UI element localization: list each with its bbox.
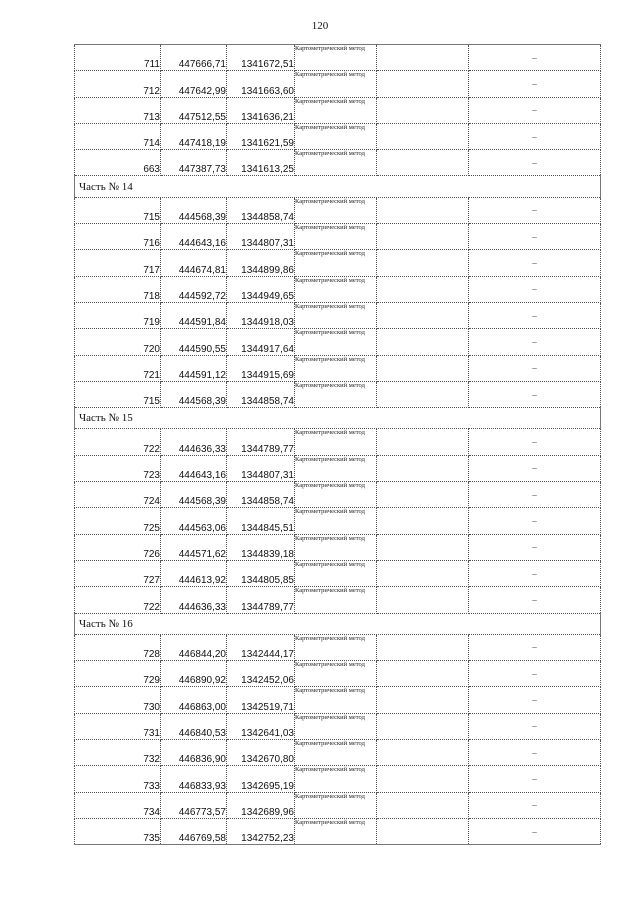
point-number: 715 <box>75 381 161 407</box>
accuracy-cell: – <box>469 740 601 766</box>
table-row <box>75 302 601 328</box>
section-header-row <box>75 613 601 634</box>
table-row <box>75 97 601 123</box>
accuracy-cell: – <box>469 329 601 355</box>
coordinate-x: 444568,39 <box>161 381 227 407</box>
coordinate-x: 447387,73 <box>161 150 227 176</box>
point-number: 725 <box>75 508 161 534</box>
coordinate-x: 446890,92 <box>161 661 227 687</box>
table-row <box>75 123 601 149</box>
method-cell: Картометрический метод <box>295 71 377 97</box>
empty-cell <box>377 302 469 328</box>
coordinate-x: 444563,06 <box>161 508 227 534</box>
table-row <box>75 482 601 508</box>
accuracy-cell: – <box>469 224 601 250</box>
table-row <box>75 197 601 223</box>
empty-cell <box>377 766 469 792</box>
coordinate-y: 1344949,65 <box>227 276 295 302</box>
point-number: 731 <box>75 713 161 739</box>
point-number: 724 <box>75 482 161 508</box>
method-cell: Картометрический метод <box>295 740 377 766</box>
table-row <box>75 45 601 71</box>
method-cell: Картометрический метод <box>295 123 377 149</box>
accuracy-cell: – <box>469 45 601 71</box>
coordinate-x: 444591,12 <box>161 355 227 381</box>
coordinate-y: 1344839,18 <box>227 534 295 560</box>
coordinate-x: 444591,84 <box>161 302 227 328</box>
coordinate-x: 444590,55 <box>161 329 227 355</box>
point-number: 734 <box>75 792 161 818</box>
table-row <box>75 71 601 97</box>
method-cell: Картометрический метод <box>295 661 377 687</box>
empty-cell <box>377 482 469 508</box>
method-cell: Картометрический метод <box>295 302 377 328</box>
coordinate-y: 1344845,51 <box>227 508 295 534</box>
coordinate-y: 1344858,74 <box>227 482 295 508</box>
section-header-row <box>75 408 601 429</box>
coordinate-x: 447512,55 <box>161 97 227 123</box>
table-row <box>75 534 601 560</box>
point-number: 717 <box>75 250 161 276</box>
coordinate-y: 1344917,64 <box>227 329 295 355</box>
coordinate-x: 446840,53 <box>161 713 227 739</box>
empty-cell <box>377 71 469 97</box>
method-cell: Картометрический метод <box>295 250 377 276</box>
accuracy-cell: – <box>469 508 601 534</box>
table-row <box>75 740 601 766</box>
point-number: 712 <box>75 71 161 97</box>
coordinate-y: 1344899,86 <box>227 250 295 276</box>
point-number: 663 <box>75 150 161 176</box>
coordinate-x: 447642,99 <box>161 71 227 97</box>
empty-cell <box>377 429 469 455</box>
coordinate-x: 444636,33 <box>161 587 227 613</box>
method-cell: Картометрический метод <box>295 534 377 560</box>
point-number: 720 <box>75 329 161 355</box>
point-number: 730 <box>75 687 161 713</box>
empty-cell <box>377 329 469 355</box>
accuracy-cell: – <box>469 455 601 481</box>
method-cell: Картометрический метод <box>295 455 377 481</box>
coordinate-y: 1341613,25 <box>227 150 295 176</box>
empty-cell <box>377 634 469 660</box>
coordinate-y: 1342444,17 <box>227 634 295 660</box>
point-number: 723 <box>75 455 161 481</box>
accuracy-cell: – <box>469 381 601 407</box>
empty-cell <box>377 560 469 586</box>
table-row <box>75 224 601 250</box>
point-number: 714 <box>75 123 161 149</box>
coordinates-table <box>74 44 601 845</box>
coordinate-x: 446836,90 <box>161 740 227 766</box>
coordinate-y: 1342670,80 <box>227 740 295 766</box>
empty-cell <box>377 687 469 713</box>
accuracy-cell: – <box>469 560 601 586</box>
empty-cell <box>377 587 469 613</box>
empty-cell <box>377 713 469 739</box>
accuracy-cell: – <box>469 818 601 844</box>
coordinate-y: 1341621,59 <box>227 123 295 149</box>
method-cell: Картометрический метод <box>295 45 377 71</box>
point-number: 733 <box>75 766 161 792</box>
point-number: 719 <box>75 302 161 328</box>
table-row <box>75 818 601 844</box>
accuracy-cell: – <box>469 355 601 381</box>
method-cell: Картометрический метод <box>295 687 377 713</box>
method-cell: Картометрический метод <box>295 482 377 508</box>
empty-cell <box>377 150 469 176</box>
coordinate-x: 446863,00 <box>161 687 227 713</box>
empty-cell <box>377 250 469 276</box>
table-row <box>75 150 601 176</box>
point-number: 715 <box>75 197 161 223</box>
point-number: 711 <box>75 45 161 71</box>
table-row <box>75 766 601 792</box>
point-number: 735 <box>75 818 161 844</box>
table-row <box>75 429 601 455</box>
coordinate-y: 1344789,77 <box>227 587 295 613</box>
coordinate-x: 444568,39 <box>161 482 227 508</box>
table-row <box>75 455 601 481</box>
table-row <box>75 329 601 355</box>
empty-cell <box>377 534 469 560</box>
coordinate-x: 447666,71 <box>161 45 227 71</box>
coordinate-y: 1342695,19 <box>227 766 295 792</box>
empty-cell <box>377 197 469 223</box>
coordinate-y: 1344807,31 <box>227 224 295 250</box>
coordinate-x: 444571,62 <box>161 534 227 560</box>
method-cell: Картометрический метод <box>295 818 377 844</box>
point-number: 726 <box>75 534 161 560</box>
coordinate-y: 1342689,96 <box>227 792 295 818</box>
point-number: 722 <box>75 587 161 613</box>
table-row <box>75 276 601 302</box>
accuracy-cell: – <box>469 302 601 328</box>
table-row <box>75 250 601 276</box>
method-cell: Картометрический метод <box>295 381 377 407</box>
accuracy-cell: – <box>469 587 601 613</box>
coordinate-x: 446833,93 <box>161 766 227 792</box>
method-cell: Картометрический метод <box>295 792 377 818</box>
coordinate-x: 446773,57 <box>161 792 227 818</box>
point-number: 728 <box>75 634 161 660</box>
coordinate-y: 1342452,06 <box>227 661 295 687</box>
empty-cell <box>377 123 469 149</box>
accuracy-cell: – <box>469 482 601 508</box>
table-row <box>75 355 601 381</box>
table-row <box>75 687 601 713</box>
coordinate-x: 444674,81 <box>161 250 227 276</box>
empty-cell <box>377 276 469 302</box>
table-row <box>75 508 601 534</box>
point-number: 713 <box>75 97 161 123</box>
method-cell: Картометрический метод <box>295 150 377 176</box>
empty-cell <box>377 355 469 381</box>
empty-cell <box>377 818 469 844</box>
table-row <box>75 381 601 407</box>
section-title: Часть № 14 <box>75 176 601 197</box>
accuracy-cell: – <box>469 634 601 660</box>
table-row <box>75 713 601 739</box>
accuracy-cell: – <box>469 71 601 97</box>
section-header-row <box>75 176 601 197</box>
method-cell: Картометрический метод <box>295 429 377 455</box>
method-cell: Картометрический метод <box>295 224 377 250</box>
method-cell: Картометрический метод <box>295 766 377 792</box>
section-title: Часть № 15 <box>75 408 601 429</box>
coordinate-x: 444568,39 <box>161 197 227 223</box>
coordinate-x: 446769,58 <box>161 818 227 844</box>
coordinate-x: 447418,19 <box>161 123 227 149</box>
coordinate-x: 446844,20 <box>161 634 227 660</box>
coordinate-y: 1344915,69 <box>227 355 295 381</box>
method-cell: Картометрический метод <box>295 560 377 586</box>
accuracy-cell: – <box>469 429 601 455</box>
coordinate-y: 1344858,74 <box>227 381 295 407</box>
point-number: 716 <box>75 224 161 250</box>
accuracy-cell: – <box>469 534 601 560</box>
accuracy-cell: – <box>469 97 601 123</box>
method-cell: Картометрический метод <box>295 276 377 302</box>
table-row <box>75 661 601 687</box>
coordinate-y: 1341663,60 <box>227 71 295 97</box>
empty-cell <box>377 661 469 687</box>
method-cell: Картометрический метод <box>295 713 377 739</box>
accuracy-cell: – <box>469 123 601 149</box>
coordinate-x: 444636,33 <box>161 429 227 455</box>
point-number: 727 <box>75 560 161 586</box>
method-cell: Картометрический метод <box>295 329 377 355</box>
method-cell: Картометрический метод <box>295 508 377 534</box>
coordinate-x: 444613,92 <box>161 560 227 586</box>
accuracy-cell: – <box>469 276 601 302</box>
accuracy-cell: – <box>469 661 601 687</box>
coordinate-y: 1342641,03 <box>227 713 295 739</box>
empty-cell <box>377 508 469 534</box>
coordinate-y: 1341636,21 <box>227 97 295 123</box>
point-number: 722 <box>75 429 161 455</box>
accuracy-cell: – <box>469 150 601 176</box>
coordinate-y: 1344805,85 <box>227 560 295 586</box>
coordinate-y: 1342752,23 <box>227 818 295 844</box>
coordinate-y: 1342519,71 <box>227 687 295 713</box>
accuracy-cell: – <box>469 766 601 792</box>
coordinate-y: 1344789,77 <box>227 429 295 455</box>
point-number: 721 <box>75 355 161 381</box>
coordinates-table-body <box>75 45 601 845</box>
empty-cell <box>377 455 469 481</box>
coordinate-y: 1341672,51 <box>227 45 295 71</box>
page-number: 120 <box>311 20 329 32</box>
empty-cell <box>377 97 469 123</box>
coordinate-y: 1344858,74 <box>227 197 295 223</box>
empty-cell <box>377 740 469 766</box>
coordinate-x: 444643,16 <box>161 224 227 250</box>
accuracy-cell: – <box>469 713 601 739</box>
table-row <box>75 560 601 586</box>
point-number: 732 <box>75 740 161 766</box>
method-cell: Картометрический метод <box>295 197 377 223</box>
table-row <box>75 792 601 818</box>
empty-cell <box>377 45 469 71</box>
method-cell: Картометрический метод <box>295 587 377 613</box>
coordinate-y: 1344807,31 <box>227 455 295 481</box>
point-number: 729 <box>75 661 161 687</box>
method-cell: Картометрический метод <box>295 634 377 660</box>
empty-cell <box>377 792 469 818</box>
section-title: Часть № 16 <box>75 613 601 634</box>
table-row <box>75 634 601 660</box>
point-number: 718 <box>75 276 161 302</box>
coordinate-y: 1344918,03 <box>227 302 295 328</box>
empty-cell <box>377 381 469 407</box>
accuracy-cell: – <box>469 197 601 223</box>
method-cell: Картометрический метод <box>295 355 377 381</box>
table-row <box>75 587 601 613</box>
coordinate-x: 444592,72 <box>161 276 227 302</box>
accuracy-cell: – <box>469 687 601 713</box>
coordinate-x: 444643,16 <box>161 455 227 481</box>
empty-cell <box>377 224 469 250</box>
accuracy-cell: – <box>469 250 601 276</box>
accuracy-cell: – <box>469 792 601 818</box>
method-cell: Картометрический метод <box>295 97 377 123</box>
